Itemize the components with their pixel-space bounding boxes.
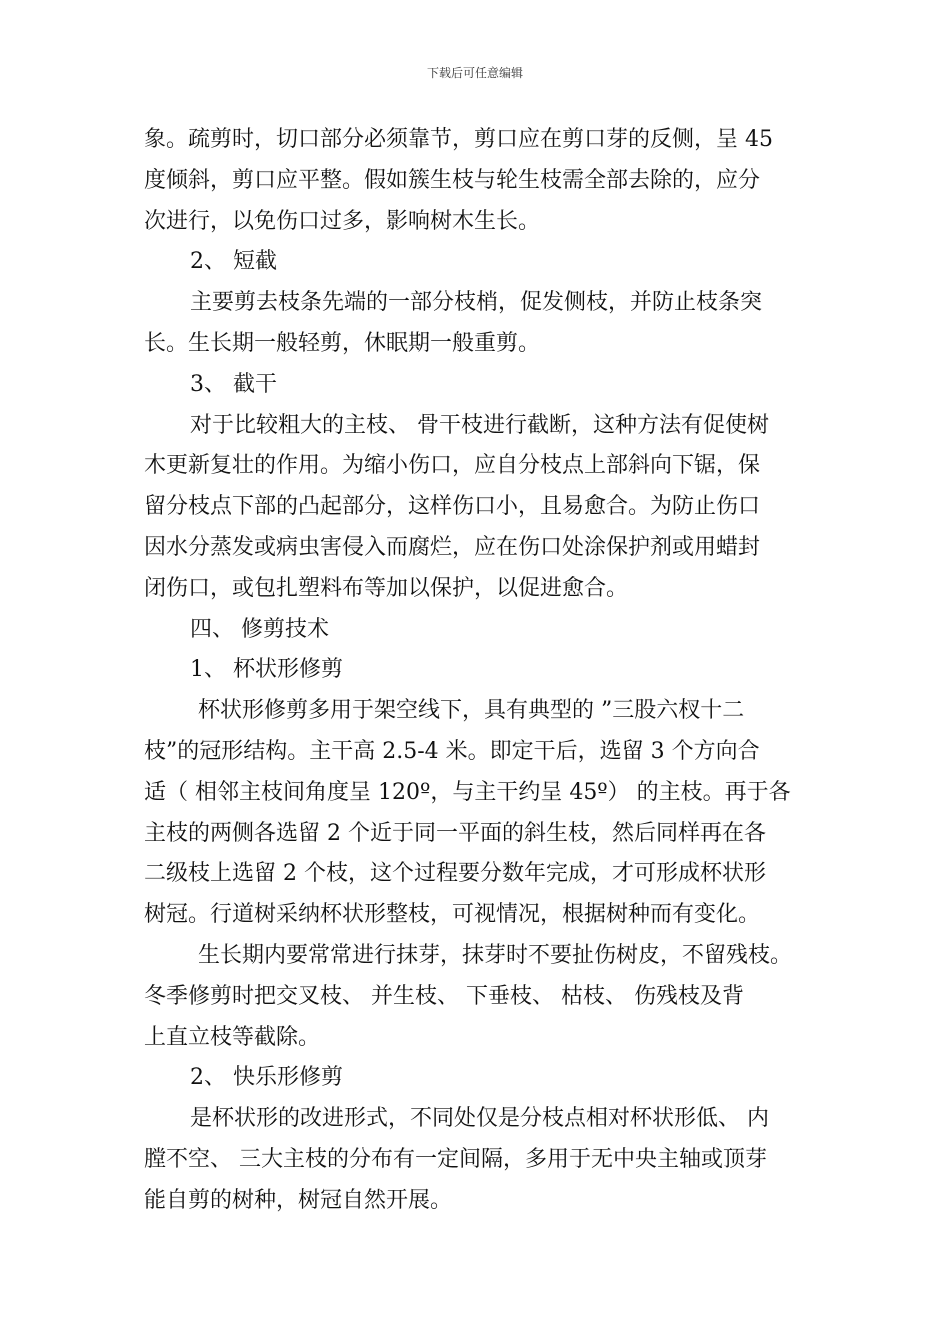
- text-line: 树冠。行道树采纳杯状形整枝，可视情况，根据树种而有变化。: [144, 902, 761, 928]
- document-body: [144, 120, 824, 1222]
- text-line: 象。疏剪时，切口部分必须靠节，剪口应在剪口芽的反侧，呈 45: [144, 127, 773, 152]
- text-line: 留分枝点下部的凸起部分，这样伤口小，且易愈合。为防止伤口: [144, 494, 761, 520]
- text-line: 四、 修剪技术: [190, 616, 329, 642]
- text-line: 因水分蒸发或病虫害侵入而腐烂，应在伤口处涂保护剂或用蜡封: [144, 534, 761, 560]
- text-line: 度倾斜，剪口应平整。假如簇生枝与轮生枝需全部去除的，应分: [144, 167, 761, 193]
- text-line: 2、 快乐形修剪: [190, 1065, 343, 1091]
- text-line: 对于比较粗大的主枝、 骨干枝进行截断，这种方法有促使树: [190, 412, 769, 438]
- text-line: 适（ 相邻主枝间角度呈 120º，与主干约呈 45º） 的主枝。再于各: [144, 779, 791, 805]
- text-line: 二级枝上选留 2 个枝，这个过程要分数年完成，才可形成杯状形: [144, 861, 766, 887]
- text-line: 杯状形修剪多用于架空线下，具有典型的 ”三股六杈十二: [198, 698, 745, 724]
- text-line: 枝”的冠形结构。主干高 2.5-4 米。即定干后，选留 3 个方向合: [144, 738, 760, 764]
- text-line: 上直立枝等截除。: [144, 1024, 321, 1050]
- text-line: 膛不空、 三大主枝的分布有一定间隔，多用于无中央主轴或顶芽: [144, 1146, 767, 1172]
- text-line: 生长期内要常常进行抹芽，抹芽时不要扯伤树皮，不留残枝。: [198, 942, 793, 968]
- text-line: 主要剪去枝条先端的一部分枝梢，促发侧枝，并防止枝条突: [190, 290, 763, 316]
- text-line: 3、 截干: [190, 371, 277, 397]
- text-line: 次进行，以免伤口过多，影响树木生长。: [144, 208, 541, 234]
- text-line: 2、 短截: [190, 249, 277, 275]
- text-line: 冬季修剪时把交叉枝、 并生枝、 下垂枝、 枯枝、 伤残枝及背: [144, 983, 744, 1009]
- text-line: 长。生长期一般轻剪，休眠期一般重剪。: [144, 330, 541, 356]
- page-header: 下载后可任意编辑: [426, 66, 523, 80]
- text-line: 1、 杯状形修剪: [190, 657, 343, 683]
- text-line: 主枝的两侧各选留 2 个近于同一平面的斜生枝，然后同样再在各: [144, 820, 766, 846]
- text-line: 能自剪的树种，树冠自然开展。: [144, 1187, 453, 1213]
- text-line: 是杯状形的改进形式，不同处仅是分枝点相对杯状形低、 内: [190, 1106, 769, 1132]
- text-line: 木更新复壮的作用。为缩小伤口，应自分枝点上部斜向下锯，保: [144, 453, 761, 479]
- text-line: 闭伤口，或包扎塑料布等加以保护，以促进愈合。: [144, 575, 629, 601]
